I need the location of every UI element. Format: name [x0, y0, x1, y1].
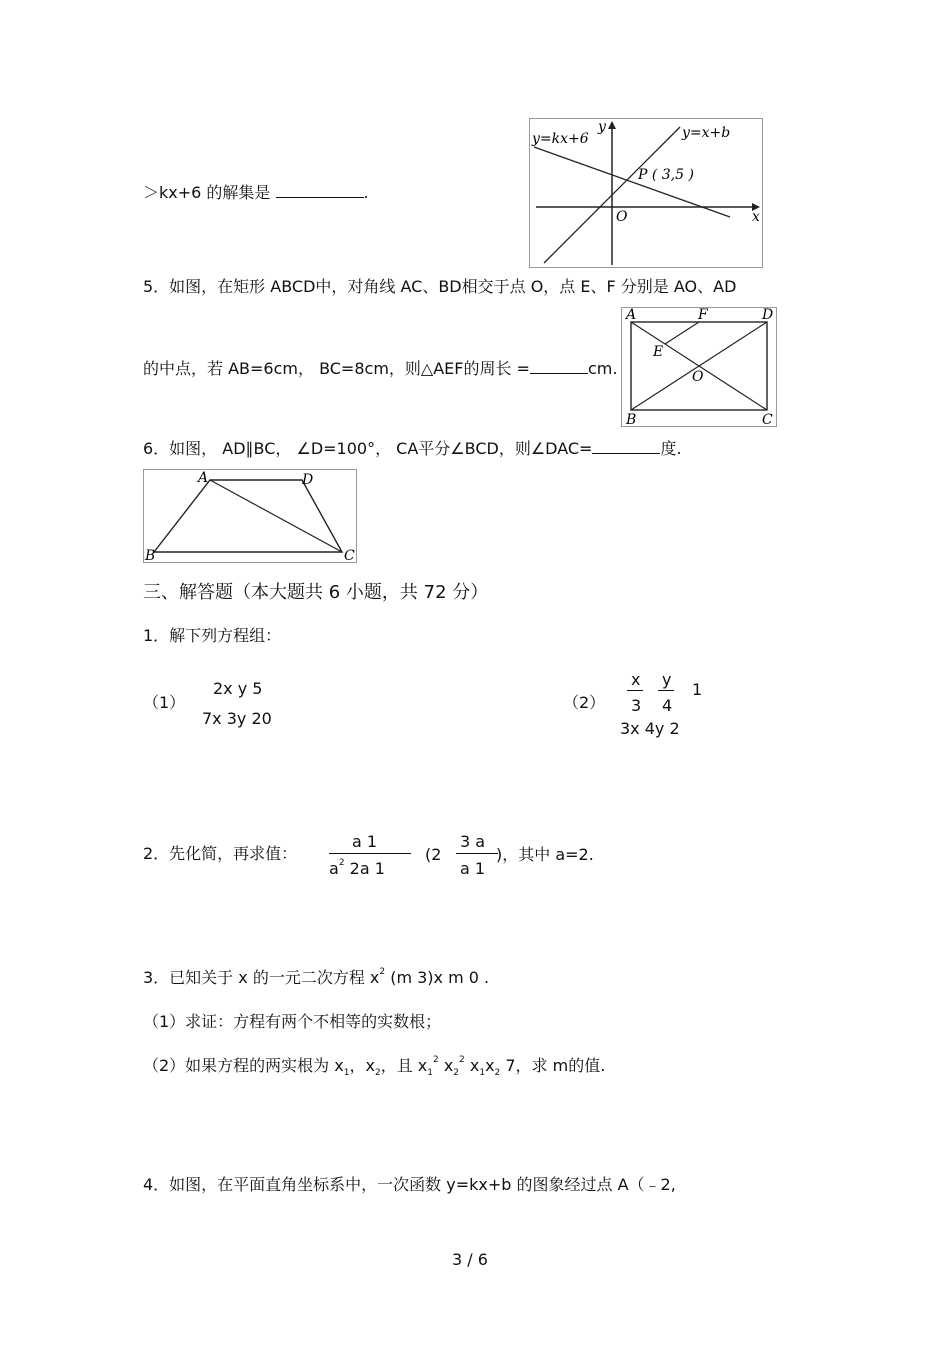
frac-x-den: 3: [631, 696, 642, 715]
s3q1-part2-rhs: 1: [692, 680, 703, 699]
label-point-p: P ( 3,5 ): [638, 167, 694, 183]
label-F: F: [698, 308, 708, 323]
label-B: B: [145, 548, 156, 562]
s3q3-part1: （1）求证：方程有两个不相等的实数根；: [143, 1012, 442, 1031]
label-C: C: [762, 412, 773, 426]
frac1-num: a 1: [352, 832, 378, 851]
s3q1-part1-label: （1）: [143, 693, 186, 712]
label-origin: O: [616, 209, 628, 225]
figure-coordinate-lines: [529, 118, 763, 268]
s3q1-part2-eq2: 3x 4y 2: [620, 719, 680, 738]
q6-text: 6．如图， AD∥BC， ∠D=100°， CA平分∠BCD，则∠DAC= 度.: [143, 439, 682, 458]
fraction-bar: [627, 690, 643, 691]
figure-rectangle: [621, 307, 777, 427]
frac2-num: 3 a: [460, 832, 486, 851]
label-axis-x: x: [752, 209, 760, 225]
label-line-kx6: y=kx+6: [532, 131, 589, 147]
s3q2-tail: )，其中 a=2.: [496, 845, 594, 864]
s3q1-part1-eq1: 2x y 5: [213, 679, 263, 698]
label-D: D: [302, 472, 314, 488]
frac-y-den: 4: [662, 696, 673, 715]
label-C: C: [344, 548, 355, 562]
figure-trapezoid: [143, 469, 357, 563]
answer-blank: [276, 183, 364, 198]
q5-line2: 的中点，若 AB=6cm， BC=8cm，则△AEF的周长 = cm.: [143, 359, 618, 378]
fraction-bar: [329, 853, 411, 854]
fraction-bar: [658, 690, 674, 691]
label-D: D: [762, 308, 774, 323]
label-E: E: [653, 344, 664, 360]
s3q3-lead: 3．已知关于 x 的一元二次方程 $x^2$ (m 3)x m 0 .: [143, 967, 490, 987]
s3q1-part2-label: （2）: [563, 693, 606, 712]
s3q1-title: 1．解下列方程组：: [143, 626, 282, 645]
label-A: A: [626, 308, 637, 323]
q4-tail-text: ＞kx+6 的解集是 .: [143, 183, 369, 202]
answer-blank: [592, 439, 660, 454]
q5-line1: 5．如图，在矩形 ABCD中，对角线 AC、BD相交于点 O，点 E、F 分别是 AO、AD: [143, 277, 737, 296]
paren-open: (2: [425, 845, 442, 864]
label-line-xb: y=x+b: [682, 125, 731, 141]
frac-y-num: y: [662, 670, 672, 689]
s3q1-part1-eq2: 7x 3y 20: [202, 709, 272, 728]
frac1-den: $a^2$ 2a 1: [329, 858, 385, 878]
fraction-bar: [456, 853, 498, 854]
section-heading: 三、解答题（本大题共 6 小题，共 72 分）: [143, 582, 489, 603]
label-A: A: [198, 470, 209, 486]
page-number: 3 / 6: [452, 1250, 488, 1269]
s3q2-lead: 2．先化简，再求值：: [143, 844, 298, 863]
answer-blank: [530, 359, 588, 374]
frac2-den: a 1: [460, 859, 486, 878]
s3q4-text: 4．如图，在平面直角坐标系中，一次函数 y=kx+b 的图象经过点 A（﹣2,: [143, 1175, 676, 1194]
label-O: O: [692, 369, 704, 385]
label-axis-y: y: [598, 119, 606, 135]
s3q3-part2: （2）如果方程的两实根为 $x_1$，$x_2$，且 $x_1^2$ $x_2^2$ $x_1x_2$ 7，求 m的值.: [143, 1055, 606, 1078]
label-B: B: [626, 412, 637, 426]
frac-x-num: x: [631, 670, 641, 689]
